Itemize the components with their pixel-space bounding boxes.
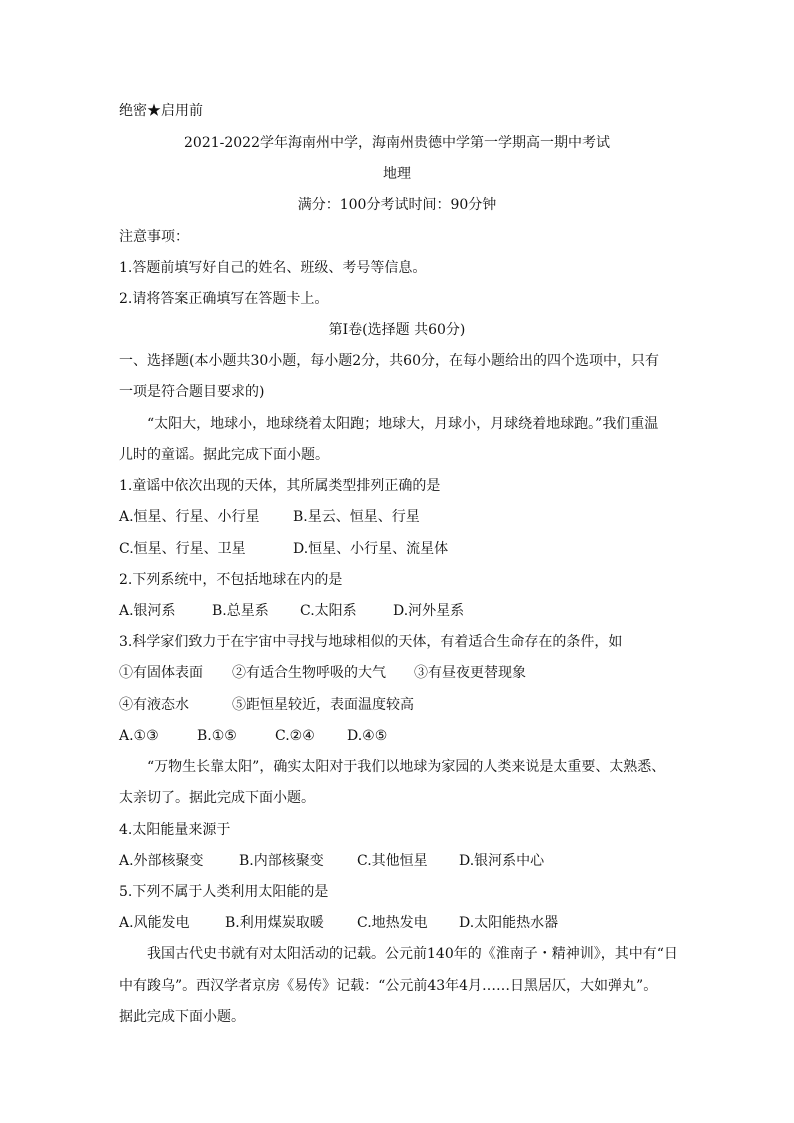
question-5-stem: 5.下列不属于人类利用太阳能的是 bbox=[119, 884, 329, 900]
passage-1-line-2: 儿时的童谣。据此完成下面小题。 bbox=[119, 447, 329, 463]
option-a: A.①③ bbox=[119, 728, 159, 744]
condition-1: ①有固体表面 bbox=[119, 665, 203, 681]
question-3-options bbox=[119, 726, 684, 746]
option-a: A.恒星、行星、小行星 bbox=[119, 509, 260, 525]
option-a: A.风能发电 bbox=[119, 915, 190, 931]
option-b: B.①⑤ bbox=[197, 728, 237, 744]
option-d: D.恒星、小行星、流星体 bbox=[293, 541, 449, 557]
question-3-conditions-row-2 bbox=[119, 695, 684, 715]
question-1-options-row-2 bbox=[119, 539, 684, 559]
exam-title: 2021-2022学年海南州中学，海南州贵德中学第一学期高一期中考试 bbox=[184, 135, 610, 151]
notes-heading: 注意事项： bbox=[119, 229, 189, 245]
question-4-options bbox=[119, 851, 684, 871]
question-4-stem: 4.太阳能量来源于 bbox=[119, 822, 231, 838]
option-b: B.星云、恒星、行星 bbox=[293, 509, 420, 525]
passage-2-line-1: “万物生长靠太阳”，确实太阳对于我们以地球为家园的人类来说是太重要、太熟悉、 bbox=[147, 759, 666, 775]
option-d: D.④⑤ bbox=[347, 728, 388, 744]
passage-3-line-1: 我国古代史书就有对太阳活动的记载。公元前140年的《淮南子・精神训》，其中有“日 bbox=[147, 946, 678, 962]
option-a: A.外部核聚变 bbox=[119, 853, 204, 869]
section-instructions-1: 一、选择题(本小题共30小题，每小题2分，共60分，在每小题给出的四个选项中，只有 bbox=[119, 353, 659, 369]
subject-title: 地理 bbox=[383, 166, 411, 182]
question-5-options bbox=[119, 913, 684, 933]
option-b: B.内部核聚变 bbox=[239, 853, 324, 869]
question-1-options-row-1 bbox=[119, 507, 684, 527]
passage-3-line-2: 中有踆乌”。西汉学者京房《易传》记载：“公元前43年4月……日黑居仄，大如弹丸”。 bbox=[119, 978, 658, 994]
option-b: B.利用煤炭取暖 bbox=[225, 915, 324, 931]
question-1-stem: 1.童谣中依次出现的天体，其所属类型排列正确的是 bbox=[119, 478, 441, 494]
option-b: B.总星系 bbox=[212, 603, 269, 619]
question-2-stem: 2.下列系统中，不包括地球在内的是 bbox=[119, 572, 343, 588]
section-instructions-2: 一项是符合题目要求的) bbox=[119, 384, 265, 400]
secret-label: 绝密★启用前 bbox=[119, 103, 203, 119]
option-c: C.其他恒星 bbox=[357, 853, 428, 869]
score-time: 满分：100分考试时间：90分钟 bbox=[297, 197, 497, 213]
condition-3: ③有昼夜更替现象 bbox=[414, 665, 526, 681]
condition-2: ②有适合生物呼吸的大气 bbox=[232, 665, 386, 681]
condition-5: ⑤距恒星较近，表面温度较高 bbox=[232, 697, 414, 713]
passage-1-line-1: “太阳大，地球小，地球绕着太阳跑；地球大，月球小，月球绕着地球跑。”我们重温 bbox=[147, 416, 659, 432]
option-a: A.银河系 bbox=[119, 603, 176, 619]
note-item-2: 2.请将答案正确填写在答题卡上。 bbox=[119, 291, 329, 307]
option-d: D.河外星系 bbox=[393, 603, 465, 619]
question-3-conditions-row-1 bbox=[119, 663, 684, 683]
passage-3-line-3: 据此完成下面小题。 bbox=[119, 1009, 245, 1025]
option-c: C.太阳系 bbox=[300, 603, 357, 619]
question-3-stem: 3.科学家们致力于在宇宙中寻找与地球相似的天体，有着适合生命存在的条件，如 bbox=[119, 634, 623, 650]
option-c: C.恒星、行星、卫星 bbox=[119, 541, 246, 557]
passage-2-line-2: 太亲切了。据此完成下面小题。 bbox=[119, 790, 315, 806]
section-title: 第I卷(选择题 共60分) bbox=[328, 322, 466, 338]
question-2-options bbox=[119, 601, 684, 621]
option-c: C.②④ bbox=[275, 728, 315, 744]
condition-4: ④有液态水 bbox=[119, 697, 189, 713]
note-item-1: 1.答题前填写好自己的姓名、班级、考号等信息。 bbox=[119, 260, 427, 276]
option-d: D.银河系中心 bbox=[459, 853, 545, 869]
option-d: D.太阳能热水器 bbox=[459, 915, 559, 931]
option-c: C.地热发电 bbox=[357, 915, 428, 931]
